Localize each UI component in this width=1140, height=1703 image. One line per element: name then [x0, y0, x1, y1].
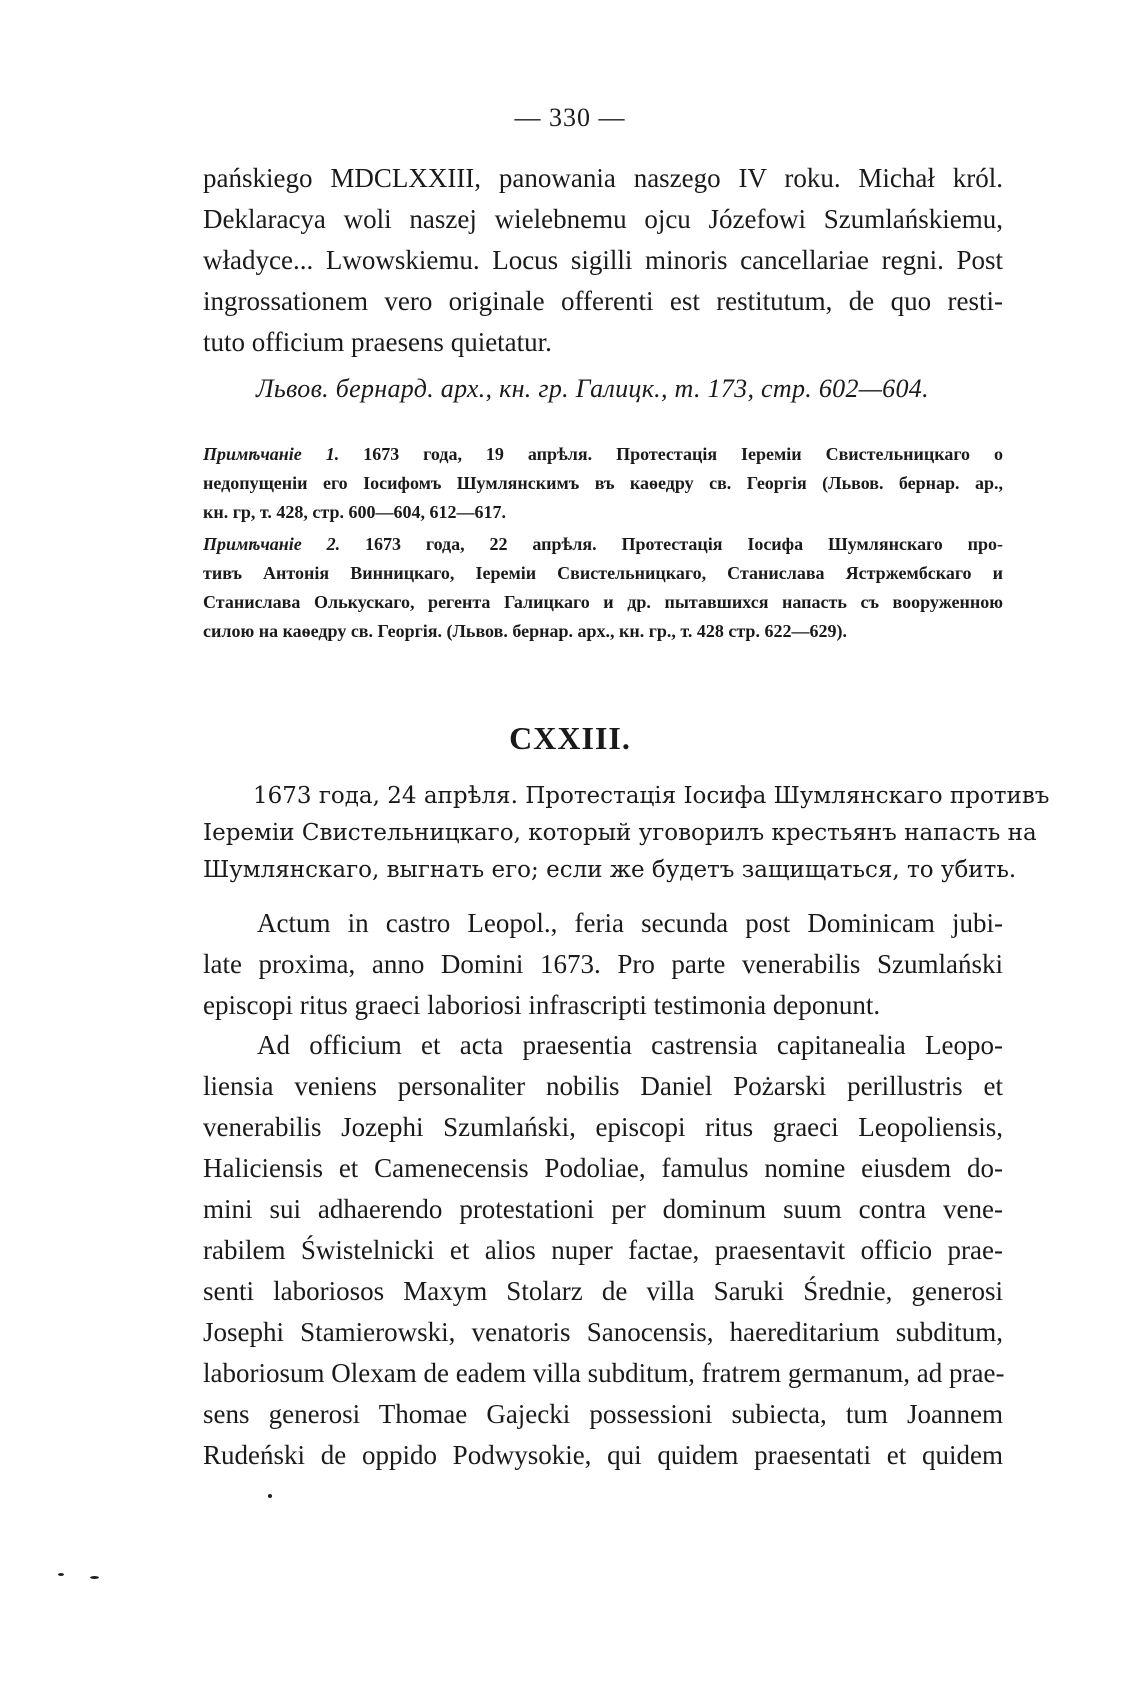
top-paragraph — [203, 158, 1003, 363]
summary-line: Іереміи Свистельницкаго, который уговорилъ крестьянъ напасть на — [203, 820, 1037, 846]
note-line: силою на каѳедру св. Георгія. (Львов. бернар. арх., кн. гр., т. 428 стр. 622—629). — [203, 621, 847, 641]
text-line: late proxima, anno Domini 1673. Pro parte venerabilis Szumlański — [203, 949, 1003, 979]
summary-line: Шумлянскаго, выгнать его; если же будетъ защищаться, то убить. — [203, 857, 1017, 883]
note-text: 1673 года, 22 апрѣля. Протестація Іосифа Шумлянскаго про- — [365, 534, 1004, 554]
note-line: тивъ Антонія Винницкаго, Іереміи Свистельницкаго, Станислава Ястржембскаго и — [203, 563, 1003, 583]
document-number: CXXIII. — [509, 720, 631, 756]
text-line: Actum in castro Leopol., feria secunda post Dominicam jubi- — [257, 908, 1003, 938]
text-line: Haliciensis et Camenecensis Podoliae, famulus nomine eiusdem do- — [203, 1153, 1003, 1183]
paragraph-2 — [203, 1025, 1003, 1476]
text-line: laboriosum Olexam de eadem villa subditum, fratrem germanum, ad prae- — [203, 1358, 1005, 1388]
scan-speck — [58, 1573, 64, 1576]
text-line: pańskiego MDCLXXIII, panowania naszego IV roku. Michał król. — [203, 163, 1003, 193]
text-line: episcopi ritus graeci laboriosi infrascripti testimonia deponunt. — [203, 990, 881, 1020]
text-line: tuto officium praesens quietatur. — [203, 327, 552, 357]
note-2 — [203, 530, 1003, 646]
source-reference: Львов. бернард. арх., кн. гр. Галицк., т. 173, стр. 602—604. — [256, 374, 929, 403]
text-line: Ad officium et acta praesentia castrensia capitanealia Leopo- — [257, 1030, 1003, 1060]
text-line: Rudeński de oppido Podwysokie, qui quidem praesentati et quidem — [203, 1440, 1003, 1470]
text-line: Deklaracya woli naszej wielebnemu ojcu Józefowi Szumlańskiemu, — [203, 204, 1003, 234]
page-number: — 330 — — [514, 103, 626, 132]
note-label: Примѣчаніе 1. — [203, 444, 340, 464]
scan-speck — [90, 1576, 99, 1579]
text-line: sens generosi Thomae Gajecki possessioni subiecta, tum Joannem — [203, 1399, 1003, 1429]
text-line: senti laboriosos Maxym Stolarz de villa Saruki Średnie, generosi — [203, 1276, 1003, 1306]
note-line — [203, 530, 1003, 559]
text-line: mini sui adhaerendo protestationi per dominum suum contra vene- — [203, 1194, 1003, 1224]
note-line: Станислава Олькускаго, регента Галицкаго и др. пытавшихся напасть съ вооруженною — [203, 592, 1003, 612]
text-line: Josephi Stamierowski, venatoris Sanocensis, haereditarium subditum, — [203, 1317, 1003, 1347]
note-label: Примѣчаніе 2. — [203, 534, 341, 554]
text-line: liensia veniens personaliter nobilis Daniel Pożarski perillustris et — [203, 1071, 1003, 1101]
note-line: недопущеніи его Іосифомъ Шумлянскимъ въ каѳедру св. Георгія (Львов. бернар. ар., — [203, 473, 1003, 493]
note-1 — [203, 440, 1003, 527]
text-line: władyce... Lwowskiemu. Locus sigilli minoris cancellariae regni. Post — [203, 245, 1003, 275]
note-line: кн. гр, т. 428, стр. 600—604, 612—617. — [203, 502, 506, 522]
text-line: venerabilis Jozephi Szumlański, episcopi ritus graeci Leopoliensis, — [203, 1112, 1003, 1142]
text-line: rabilem Świstelnicki et alios nuper factae, praesentavit officio prae- — [203, 1235, 1003, 1265]
note-line — [203, 440, 1003, 469]
paragraph-1 — [203, 903, 1003, 1026]
note-text: 1673 года, 19 апрѣля. Протестація Іереміи Свистельницкаго о — [363, 444, 1003, 464]
text-line: ingrossationem vero originale offerenti est restitutum, de quo resti- — [203, 286, 1003, 316]
summary-line: 1673 года, 24 апрѣля. Протестація Іосифа Шумлянскаго противъ — [253, 783, 1050, 809]
document-summary — [203, 778, 1050, 889]
scan-speck — [268, 1494, 272, 1498]
